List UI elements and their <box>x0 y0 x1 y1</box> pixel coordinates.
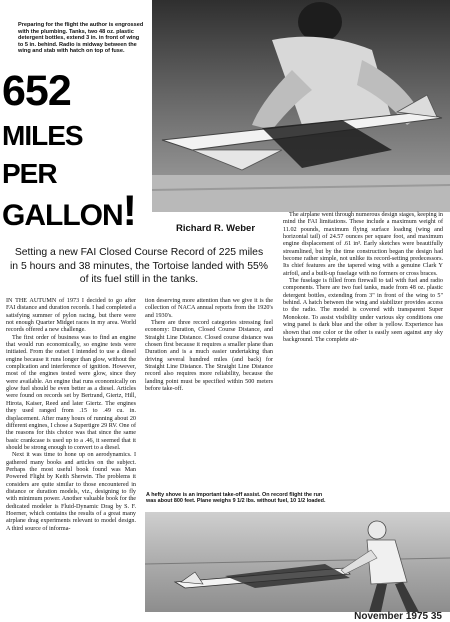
paragraph-4: tion deserving more attention than we give it is the collection of NACA annual reports from the 1920's and 1930's. <box>145 298 273 319</box>
top-photo-art <box>152 0 450 212</box>
paragraph-1 <box>6 298 136 335</box>
body-column-2 <box>145 298 273 393</box>
body-column-3 <box>283 212 443 344</box>
top-photo-caption: Preparing for the flight the author is engrossed with the plumbing. Tanks, two 48 oz. plastic detergent bottles, extend 3 in. in front of wing to 5 in. behind. Radio is midway between the wing and stab with hatch on top of fuse. <box>18 22 144 55</box>
mid-photo-caption: A hefty shove is an important take-off assist. On record flight the run was about 800 feet. Plane weighs 9 1/2 lbs. without fuel, 10 1/2 loaded. <box>146 492 326 505</box>
page-folio: November 1975 35 <box>354 611 442 622</box>
body-column-1 <box>6 298 136 533</box>
headline-line-2: miles <box>2 110 83 154</box>
headline-line-1: 652 <box>2 67 71 115</box>
paragraph-3: Next it was time to hone up on aerodynamics. I gathered many books and articles on the subject. Perhaps the most useful book found was Man Powered Flight by Keith Sherwin. The problems it considers are quite similar to those encountered in distance or duration models, viz., designing to fly with minimum power. Another valuable book for the dedicated modeler is Fluid-Dynamic Drag by S. F. Hoerner, which contains the results of a great many airplane drag experiments relevant to model design. A third source of informa- <box>6 452 136 532</box>
headline-line-4: gallon! <box>2 187 136 235</box>
paragraph-2: The first order of business was to find an engine that would run economically, so engine tests were initiated. From the outset I intended to use a diesel engine because it runs longer than glow, without the complication and interference of ignition. However, most of the engines tested were glow, since they were available. An engine that runs economically on glow fuel should be even better as a diesel. Articles were found on records set by Bertrand, Giertz, Hill, Hirota, Kaiser, Reed and later Giertz. The engines they used ranged from .15 to .49 cu. in. displacement. After many hours of running about 20 different engines, I chose a Supertigre 29 RV. One of the reasons for this choice was that since the same basic crankcase is used up to a .46, it seemed that it should be strong enough to convert to a diesel. <box>6 334 136 451</box>
subhead: Setting a new FAI Closed Course Record of 225 miles in 5 hours and 38 minutes, the Tortoise landed with 55% of its fuel still in the tanks. <box>10 247 269 285</box>
headline-line-3: per <box>2 148 57 192</box>
bottom-photo-art <box>145 512 450 612</box>
paragraph-1-text: of 1973 I decided to go after FAI distance and duration records. I had completed a satisfying summer of pylon racing, but there were not enough Quarter Midget races in my area. World records offered a new challenge. <box>6 298 136 334</box>
paragraph-5: There are three record categories stressing fuel economy: Duration, Closed Course Distance, and Straight Line Distance. Closed course distance was chosen first because it requires a smaller plane than Duration and is a much easier undertaking than driving several hundred miles (and back) for Straight Line Distance. The Straight Line Distance record also requires more reliability, because the landing point must be specified within 500 meters before take-off. <box>145 320 273 393</box>
bottom-photo <box>145 512 450 612</box>
paragraph-7: The fuselage is filled from firewall to tail with fuel and radio components. There are two fuel tanks, made from 48 oz. plastic detergent bottles, extending from 3" in front of the wing to 5" behind. A hatch between the wing and stabilizer provides access to the radio. The model is covered with transparent Super Monokote. To assist visibility under various sky conditions one wing panel is dark blue and the other is yellow. Experience has shown that one color or the other is easily seen against any sky background. The complete air- <box>283 278 443 343</box>
paragraph-6: The airplane went through numerous design stages, keeping in mind the FAI limitations. These include a maximum weight of 11.02 pounds, maximum flying surface loading (wing and horizontal tail) of 24.57 ounces per square foot, and maximum engine displacement of .61 in³. Early sketches were beautifully streamlined, but by the time construction began the design had become rather simple, not unlike its record-setting predecessors. Its chief features are the tapered wing with a genuine Clark Y airfoil, and a built-up fuselage with no formers or cross braces. <box>283 212 443 277</box>
lead-in: IN THE AUTUMN <box>6 298 57 304</box>
top-photo <box>152 0 450 212</box>
author-byline: Richard R. Weber <box>176 223 256 234</box>
